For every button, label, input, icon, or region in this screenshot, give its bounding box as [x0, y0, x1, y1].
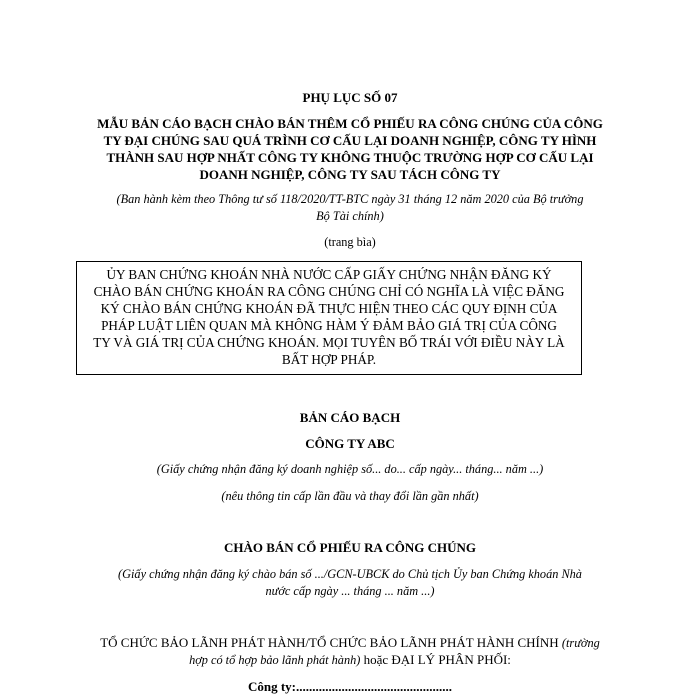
underwriter-line — [0, 652, 700, 668]
form-title-line: TY ĐẠI CHÚNG SAU QUÁ TRÌNH CƠ CẤU LẠI DOANH NGHIỆP, CÔNG TY HÌNH — [103, 133, 597, 148]
offering-cert-line: (Giấy chứng nhận đăng ký chào bán số .../GCN-UBCK do Chủ tịch Ủy ban Chứng khoán Nhà — [118, 567, 582, 581]
cover-note: (trang bìa) — [324, 235, 376, 249]
disclaimer-line: CHÀO BÁN CHỨNG KHOÁN RA CÔNG CHÚNG CHỈ CÓ NGHĨA LÀ VIỆC ĐĂNG — [93, 284, 565, 299]
company-field-dots: ................................................ — [296, 679, 453, 694]
disclaimer-line: TY VÀ GIÁ TRỊ CỦA CHỨNG KHOÁN. MỌI TUYÊN BỐ TRÁI VỚI ĐIỀU NÀY LÀ — [93, 335, 565, 350]
business-cert: (Giấy chứng nhận đăng ký doanh nghiệp số... do... cấp ngày... tháng... năm ...) — [156, 462, 544, 476]
form-title-line: MẪU BẢN CÁO BẠCH CHÀO BÁN THÊM CỔ PHIẾU RA CÔNG CHÚNG CỦA CÔNG — [97, 116, 603, 131]
disclaimer-line: PHÁP LUẬT LIÊN QUAN MÀ KHÔNG HÀM Ý ĐẢM BẢO GIÁ TRỊ CỦA CÔNG — [101, 318, 557, 333]
offering-title: CHÀO BÁN CỔ PHIẾU RA CÔNG CHÚNG — [223, 540, 477, 555]
offering-cert-line: nước cấp ngày ... tháng ... năm ...) — [265, 584, 435, 598]
company-name: CÔNG TY ABC — [305, 436, 395, 451]
underwriter-note: hợp có tổ hợp bảo lãnh phát hành) — [189, 653, 361, 667]
underwriter-note: (trường — [561, 636, 600, 650]
business-cert-note: (nêu thông tin cấp lần đầu và thay đổi lần gần nhất) — [221, 489, 479, 503]
underwriter-line — [0, 635, 700, 651]
distributor-heading: hoặc ĐẠI LÝ PHÂN PHỐI: — [363, 652, 511, 667]
prospectus-title: BẢN CÁO BẠCH — [299, 410, 401, 425]
issued-with-line: (Ban hành kèm theo Thông tư số 118/2020/TT-BTC ngày 31 tháng 12 năm 2020 của Bộ trưởng — [116, 192, 584, 206]
disclaimer-line: ỦY BAN CHỨNG KHOÁN NHÀ NƯỚC CẤP GIẤY CHỨNG NHẬN ĐĂNG KÝ — [106, 267, 552, 282]
company-field — [0, 679, 700, 695]
underwriter-heading: TỔ CHỨC BẢO LÃNH PHÁT HÀNH/TỔ CHỨC BẢO LÃNH PHÁT HÀNH CHÍNH — [100, 635, 559, 650]
form-title-line: DOANH NGHIỆP, CÔNG TY SAU TÁCH CÔNG TY — [199, 167, 501, 182]
disclaimer-line: BẤT HỢP PHÁP. — [281, 352, 377, 367]
company-field-label: Công ty: — [247, 679, 297, 694]
disclaimer-box — [76, 261, 582, 375]
form-title-line: THÀNH SAU HỢP NHẤT CÔNG TY KHÔNG THUỘC TRƯỜNG HỢP CƠ CẤU LẠI — [106, 150, 594, 165]
appendix-title: PHỤ LỤC SỐ 07 — [302, 90, 398, 105]
issued-with-line: Bộ Tài chính) — [316, 209, 384, 223]
disclaimer-line: KÝ CHÀO BÁN CHỨNG KHOÁN ĐÃ THỰC HIỆN THEO CÁC QUY ĐỊNH CỦA — [100, 301, 558, 316]
